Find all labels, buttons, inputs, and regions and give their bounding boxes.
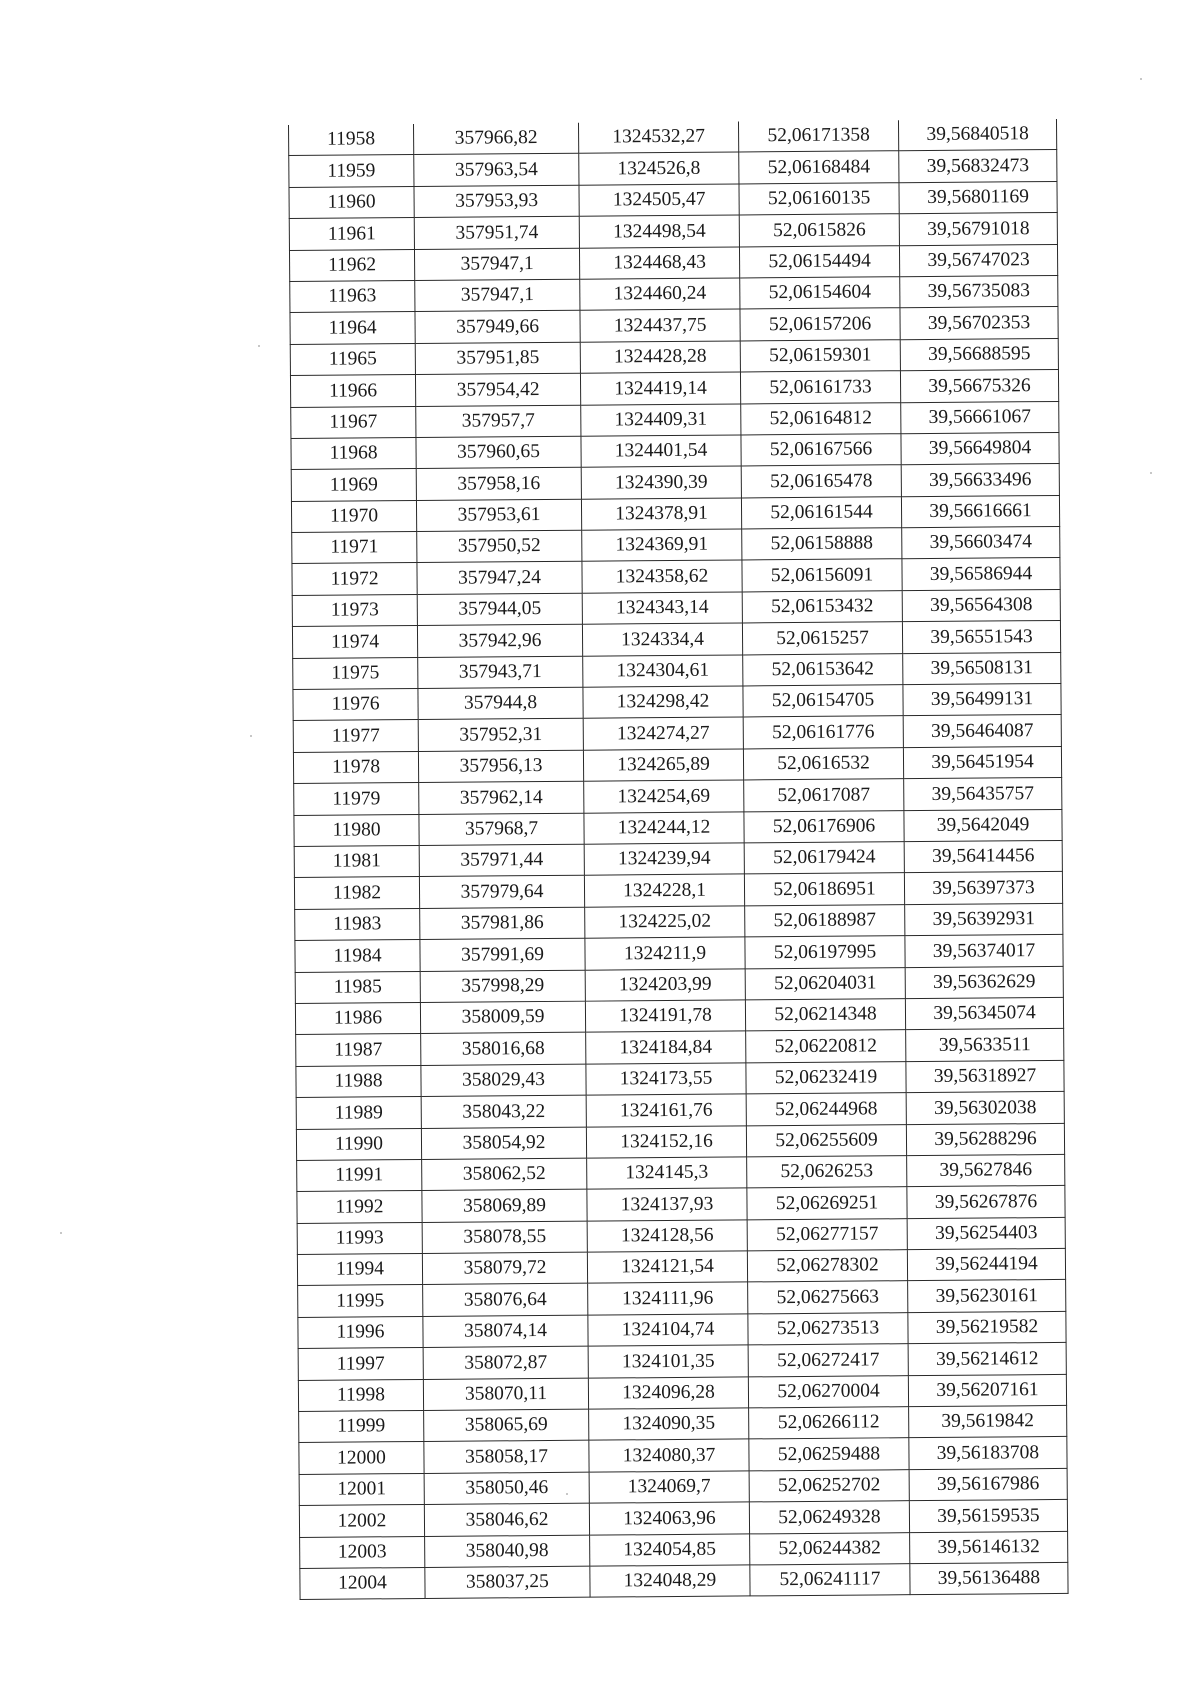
latitude-cell: 52,06179424 <box>744 842 904 875</box>
latitude-cell: 52,0617087 <box>744 779 904 812</box>
point-number-cell: 11970 <box>291 500 416 532</box>
latitude-cell: 52,0626253 <box>747 1156 907 1189</box>
point-number-cell: 11958 <box>288 124 413 156</box>
y-coordinate-cell: 1324211,9 <box>585 937 745 970</box>
y-coordinate-cell: 1324239,94 <box>584 843 744 876</box>
point-number-cell: 11976 <box>293 689 418 721</box>
scan-speck <box>258 345 260 347</box>
x-coordinate-cell: 357958,16 <box>416 468 581 501</box>
point-number-cell: 11994 <box>297 1254 422 1286</box>
point-number-cell: 11965 <box>290 343 415 375</box>
y-coordinate-cell: 1324228,1 <box>584 874 744 907</box>
x-coordinate-cell: 358078,55 <box>422 1221 587 1254</box>
y-coordinate-cell: 1324358,62 <box>582 560 742 593</box>
latitude-cell: 52,06244382 <box>750 1532 910 1565</box>
point-number-cell: 11979 <box>294 783 419 815</box>
latitude-cell: 52,06161733 <box>740 371 900 404</box>
scan-speck <box>1140 78 1142 80</box>
y-coordinate-cell: 1324468,43 <box>579 247 739 280</box>
x-coordinate-cell: 357942,96 <box>417 624 582 657</box>
y-coordinate-cell: 1324137,93 <box>587 1188 747 1221</box>
latitude-cell: 52,06259488 <box>749 1438 909 1471</box>
longitude-cell: 39,56603474 <box>902 527 1060 560</box>
latitude-cell: 52,06278302 <box>747 1250 907 1283</box>
scan-speck <box>250 735 252 737</box>
x-coordinate-cell: 357957,7 <box>416 405 581 438</box>
table-row <box>300 1562 1068 1599</box>
longitude-cell: 39,56688595 <box>900 338 1058 371</box>
x-coordinate-cell: 357950,52 <box>417 530 582 563</box>
y-coordinate-cell: 1324111,96 <box>588 1282 748 1315</box>
latitude-cell: 52,06272417 <box>748 1344 908 1377</box>
point-number-cell: 11966 <box>290 375 415 407</box>
y-coordinate-cell: 1324505,47 <box>579 184 739 217</box>
x-coordinate-cell: 358046,62 <box>424 1503 589 1536</box>
latitude-cell: 52,06164812 <box>741 402 901 435</box>
y-coordinate-cell: 1324104,74 <box>588 1314 748 1347</box>
y-coordinate-cell: 1324526,8 <box>579 152 739 185</box>
longitude-cell: 39,56499131 <box>903 683 1061 716</box>
y-coordinate-cell: 1324191,78 <box>585 1000 745 1033</box>
longitude-cell: 39,56146132 <box>910 1531 1068 1564</box>
point-number-cell: 11962 <box>289 249 414 281</box>
longitude-cell: 39,56661067 <box>901 401 1059 434</box>
latitude-cell: 52,06176906 <box>744 810 904 843</box>
table-row <box>291 401 1059 438</box>
y-coordinate-cell: 1324225,02 <box>585 906 745 939</box>
y-coordinate-cell: 1324428,28 <box>580 341 740 374</box>
y-coordinate-cell: 1324152,16 <box>586 1125 746 1158</box>
latitude-cell: 52,06220812 <box>746 1030 906 1063</box>
table-row <box>298 1374 1066 1411</box>
table-row <box>294 872 1062 909</box>
latitude-cell: 52,06277157 <box>747 1218 907 1251</box>
point-number-cell: 11981 <box>294 845 419 877</box>
x-coordinate-cell: 358058,17 <box>424 1441 589 1474</box>
y-coordinate-cell: 1324378,91 <box>581 498 741 531</box>
x-coordinate-cell: 358069,89 <box>422 1189 587 1222</box>
longitude-cell: 39,56801169 <box>899 181 1057 214</box>
latitude-cell: 52,06188987 <box>745 904 905 937</box>
latitude-cell: 52,0615826 <box>739 214 899 247</box>
latitude-cell: 52,06161776 <box>743 716 903 749</box>
x-coordinate-cell: 357947,1 <box>415 279 580 312</box>
scan-speck <box>566 1493 568 1495</box>
point-number-cell: 11990 <box>296 1128 421 1160</box>
latitude-cell: 52,06165478 <box>741 465 901 498</box>
y-coordinate-cell: 1324080,37 <box>589 1439 749 1472</box>
longitude-cell: 39,56288296 <box>906 1123 1064 1156</box>
point-number-cell: 11964 <box>290 312 415 344</box>
point-number-cell: 11975 <box>293 657 418 689</box>
latitude-cell: 52,06244968 <box>746 1093 906 1126</box>
latitude-cell: 52,06153642 <box>743 653 903 686</box>
x-coordinate-cell: 358037,25 <box>425 1566 590 1599</box>
longitude-cell: 39,56649804 <box>901 432 1059 465</box>
x-coordinate-cell: 357952,31 <box>418 719 583 752</box>
y-coordinate-cell: 1324090,35 <box>589 1408 749 1441</box>
point-number-cell: 11959 <box>289 155 414 187</box>
longitude-cell: 39,56219582 <box>908 1311 1066 1344</box>
x-coordinate-cell: 357944,05 <box>417 593 582 626</box>
y-coordinate-cell: 1324460,24 <box>580 278 740 311</box>
longitude-cell: 39,56183708 <box>909 1437 1067 1470</box>
latitude-cell: 52,06154604 <box>740 277 900 310</box>
longitude-cell: 39,56302038 <box>906 1092 1064 1125</box>
x-coordinate-cell: 358029,43 <box>421 1064 586 1097</box>
y-coordinate-cell: 1324274,27 <box>583 717 743 750</box>
latitude-cell: 52,06269251 <box>747 1187 907 1220</box>
point-number-cell: 11977 <box>293 720 418 752</box>
x-coordinate-cell: 357944,8 <box>418 687 583 720</box>
latitude-cell: 52,06161544 <box>741 496 901 529</box>
y-coordinate-cell: 1324203,99 <box>585 968 745 1001</box>
longitude-cell: 39,56702353 <box>900 307 1058 340</box>
longitude-cell: 39,56167986 <box>909 1468 1067 1501</box>
longitude-cell: 39,56230161 <box>908 1280 1066 1313</box>
y-coordinate-cell: 1324121,54 <box>587 1251 747 1284</box>
table-row <box>290 370 1058 407</box>
y-coordinate-cell: 1324419,14 <box>580 372 740 405</box>
longitude-cell: 39,56564308 <box>902 589 1060 622</box>
x-coordinate-cell: 357951,85 <box>415 342 580 375</box>
scan-speck <box>60 1232 62 1234</box>
point-number-cell: 11980 <box>294 814 419 846</box>
point-number-cell: 11978 <box>293 751 418 783</box>
x-coordinate-cell: 357991,69 <box>420 938 585 971</box>
x-coordinate-cell: 357949,66 <box>415 311 580 344</box>
latitude-cell: 52,06157206 <box>740 308 900 341</box>
y-coordinate-cell: 1324298,42 <box>583 686 743 719</box>
x-coordinate-cell: 357960,65 <box>416 436 581 469</box>
latitude-cell: 52,06153432 <box>742 591 902 624</box>
y-coordinate-cell: 1324369,91 <box>582 529 742 562</box>
longitude-cell: 39,56267876 <box>907 1186 1065 1219</box>
y-coordinate-cell: 1324048,29 <box>590 1565 750 1598</box>
point-number-cell: 12001 <box>299 1473 424 1505</box>
longitude-cell: 39,56616661 <box>901 495 1059 528</box>
latitude-cell: 52,06270004 <box>748 1375 908 1408</box>
y-coordinate-cell: 1324265,89 <box>583 749 743 782</box>
y-coordinate-cell: 1324128,56 <box>587 1220 747 1253</box>
x-coordinate-cell: 358079,72 <box>422 1252 587 1285</box>
x-coordinate-cell: 357947,1 <box>414 248 579 281</box>
latitude-cell: 52,06171358 <box>738 120 898 152</box>
x-coordinate-cell: 357954,42 <box>415 373 580 406</box>
y-coordinate-cell: 1324304,61 <box>583 655 743 688</box>
coordinates-table <box>288 119 1069 1600</box>
point-number-cell: 11961 <box>289 218 414 250</box>
latitude-cell: 52,06241117 <box>750 1564 910 1597</box>
longitude-cell: 39,56159535 <box>909 1500 1067 1533</box>
point-number-cell: 11997 <box>298 1348 423 1380</box>
y-coordinate-cell: 1324184,84 <box>586 1031 746 1064</box>
point-number-cell: 11992 <box>297 1191 422 1223</box>
longitude-cell: 39,56254403 <box>907 1217 1065 1250</box>
x-coordinate-cell: 357951,74 <box>414 216 579 249</box>
x-coordinate-cell: 357943,71 <box>418 656 583 689</box>
x-coordinate-cell: 358050,46 <box>424 1472 589 1505</box>
point-number-cell: 11972 <box>292 563 417 595</box>
y-coordinate-cell: 1324145,3 <box>587 1157 747 1190</box>
table-row <box>299 1405 1067 1442</box>
point-number-cell: 11985 <box>295 971 420 1003</box>
latitude-cell: 52,06167566 <box>741 434 901 467</box>
latitude-cell: 52,0616532 <box>743 747 903 780</box>
y-coordinate-cell: 1324498,54 <box>579 215 739 248</box>
point-number-cell: 11971 <box>292 532 417 564</box>
latitude-cell: 52,06252702 <box>749 1469 909 1502</box>
point-number-cell: 11982 <box>294 877 419 909</box>
latitude-cell: 52,06186951 <box>744 873 904 906</box>
latitude-cell: 52,06232419 <box>746 1061 906 1094</box>
longitude-cell: 39,5619842 <box>909 1405 1067 1438</box>
y-coordinate-cell: 1324101,35 <box>588 1345 748 1378</box>
longitude-cell: 39,56735083 <box>900 275 1058 308</box>
y-coordinate-cell: 1324437,75 <box>580 309 740 342</box>
y-coordinate-cell: 1324532,27 <box>578 121 738 153</box>
longitude-cell: 39,56207161 <box>908 1374 1066 1407</box>
longitude-cell: 39,56551543 <box>902 621 1060 654</box>
longitude-cell: 39,56318927 <box>906 1060 1064 1093</box>
longitude-cell: 39,5627846 <box>907 1154 1065 1187</box>
point-number-cell: 11967 <box>291 406 416 438</box>
latitude-cell: 52,06249328 <box>749 1501 909 1534</box>
latitude-cell: 52,06255609 <box>746 1124 906 1157</box>
longitude-cell: 39,56840518 <box>898 119 1056 151</box>
point-number-cell: 11968 <box>291 437 416 469</box>
x-coordinate-cell: 358016,68 <box>421 1033 586 1066</box>
longitude-cell: 39,56397373 <box>904 872 1062 905</box>
x-coordinate-cell: 357971,44 <box>419 844 584 877</box>
scan-speck <box>1150 472 1152 474</box>
latitude-cell: 52,06214348 <box>745 999 905 1032</box>
y-coordinate-cell: 1324343,14 <box>582 592 742 625</box>
x-coordinate-cell: 358040,98 <box>425 1535 590 1568</box>
latitude-cell: 52,06168484 <box>739 151 899 184</box>
x-coordinate-cell: 357998,29 <box>420 970 585 1003</box>
x-coordinate-cell: 358054,92 <box>421 1127 586 1160</box>
latitude-cell: 52,06204031 <box>745 967 905 1000</box>
latitude-cell: 52,06160135 <box>739 182 899 215</box>
longitude-cell: 39,5633511 <box>906 1029 1064 1062</box>
latitude-cell: 52,06156091 <box>742 559 902 592</box>
longitude-cell: 39,56345074 <box>905 997 1063 1030</box>
point-number-cell: 11989 <box>296 1097 421 1129</box>
point-number-cell: 12000 <box>299 1442 424 1474</box>
y-coordinate-cell: 1324254,69 <box>584 780 744 813</box>
x-coordinate-cell: 357947,24 <box>417 562 582 595</box>
y-coordinate-cell: 1324173,55 <box>586 1063 746 1096</box>
longitude-cell: 39,56392931 <box>905 903 1063 936</box>
x-coordinate-cell: 358072,87 <box>423 1346 588 1379</box>
latitude-cell: 52,06158888 <box>742 528 902 561</box>
y-coordinate-cell: 1324401,54 <box>581 435 741 468</box>
x-coordinate-cell: 358009,59 <box>420 1001 585 1034</box>
longitude-cell: 39,56362629 <box>905 966 1063 999</box>
point-number-cell: 11987 <box>296 1034 421 1066</box>
point-number-cell: 11999 <box>299 1410 424 1442</box>
table-row <box>295 903 1063 940</box>
point-number-cell: 11988 <box>296 1065 421 1097</box>
point-number-cell: 12004 <box>300 1567 425 1599</box>
y-coordinate-cell: 1324069,7 <box>589 1471 749 1504</box>
point-number-cell: 11995 <box>298 1285 423 1317</box>
x-coordinate-cell: 358074,14 <box>423 1315 588 1348</box>
x-coordinate-cell: 357981,86 <box>420 907 585 940</box>
x-coordinate-cell: 358062,52 <box>422 1158 587 1191</box>
latitude-cell: 52,06273513 <box>748 1313 908 1346</box>
latitude-cell: 52,06154494 <box>739 245 899 278</box>
point-number-cell: 12003 <box>300 1536 425 1568</box>
x-coordinate-cell: 357953,61 <box>416 499 581 532</box>
x-coordinate-cell: 357979,64 <box>419 876 584 909</box>
longitude-cell: 39,56136488 <box>910 1562 1068 1595</box>
longitude-cell: 39,56374017 <box>905 935 1063 968</box>
point-number-cell: 11974 <box>292 626 417 658</box>
x-coordinate-cell: 357956,13 <box>418 750 583 783</box>
y-coordinate-cell: 1324054,85 <box>590 1533 750 1566</box>
point-number-cell: 11984 <box>295 940 420 972</box>
y-coordinate-cell: 1324334,4 <box>582 623 742 656</box>
y-coordinate-cell: 1324244,12 <box>584 812 744 845</box>
point-number-cell: 12002 <box>299 1505 424 1537</box>
longitude-cell: 39,56508131 <box>903 652 1061 685</box>
latitude-cell: 52,06197995 <box>745 936 905 969</box>
x-coordinate-cell: 357962,14 <box>419 781 584 814</box>
longitude-cell: 39,56214612 <box>908 1343 1066 1376</box>
point-number-cell: 11991 <box>297 1159 422 1191</box>
y-coordinate-cell: 1324409,31 <box>581 403 741 436</box>
x-coordinate-cell: 358070,11 <box>423 1378 588 1411</box>
longitude-cell: 39,56451954 <box>903 746 1061 779</box>
latitude-cell: 52,06159301 <box>740 339 900 372</box>
point-number-cell: 11986 <box>295 1002 420 1034</box>
point-number-cell: 11998 <box>298 1379 423 1411</box>
longitude-cell: 39,56832473 <box>899 150 1057 183</box>
x-coordinate-cell: 358065,69 <box>424 1409 589 1442</box>
longitude-cell: 39,56414456 <box>904 840 1062 873</box>
longitude-cell: 39,56586944 <box>902 558 1060 591</box>
longitude-cell: 39,56633496 <box>901 464 1059 497</box>
latitude-cell: 52,06275663 <box>748 1281 908 1314</box>
latitude-cell: 52,0615257 <box>742 622 902 655</box>
longitude-cell: 39,56747023 <box>899 244 1057 277</box>
x-coordinate-cell: 358076,64 <box>423 1284 588 1317</box>
x-coordinate-cell: 358043,22 <box>421 1095 586 1128</box>
point-number-cell: 11996 <box>298 1316 423 1348</box>
latitude-cell: 52,06154705 <box>743 685 903 718</box>
x-coordinate-cell: 357953,93 <box>414 185 579 218</box>
y-coordinate-cell: 1324063,96 <box>589 1502 749 1535</box>
longitude-cell: 39,56791018 <box>899 213 1057 246</box>
y-coordinate-cell: 1324390,39 <box>581 466 741 499</box>
point-number-cell: 11983 <box>295 908 420 940</box>
longitude-cell: 39,56435757 <box>904 778 1062 811</box>
longitude-cell: 39,56464087 <box>903 715 1061 748</box>
point-number-cell: 11973 <box>292 594 417 626</box>
coordinates-table-body <box>288 119 1068 1600</box>
longitude-cell: 39,56244194 <box>907 1248 1065 1281</box>
y-coordinate-cell: 1324161,76 <box>586 1094 746 1127</box>
x-coordinate-cell: 357968,7 <box>419 813 584 846</box>
x-coordinate-cell: 357963,54 <box>414 154 579 187</box>
point-number-cell: 11993 <box>297 1222 422 1254</box>
x-coordinate-cell: 357966,82 <box>413 123 578 155</box>
y-coordinate-cell: 1324096,28 <box>588 1377 748 1410</box>
point-number-cell: 11963 <box>290 280 415 312</box>
point-number-cell: 11969 <box>291 469 416 501</box>
point-number-cell: 11960 <box>289 186 414 218</box>
longitude-cell: 39,5642049 <box>904 809 1062 842</box>
latitude-cell: 52,06266112 <box>749 1407 909 1440</box>
longitude-cell: 39,56675326 <box>900 370 1058 403</box>
